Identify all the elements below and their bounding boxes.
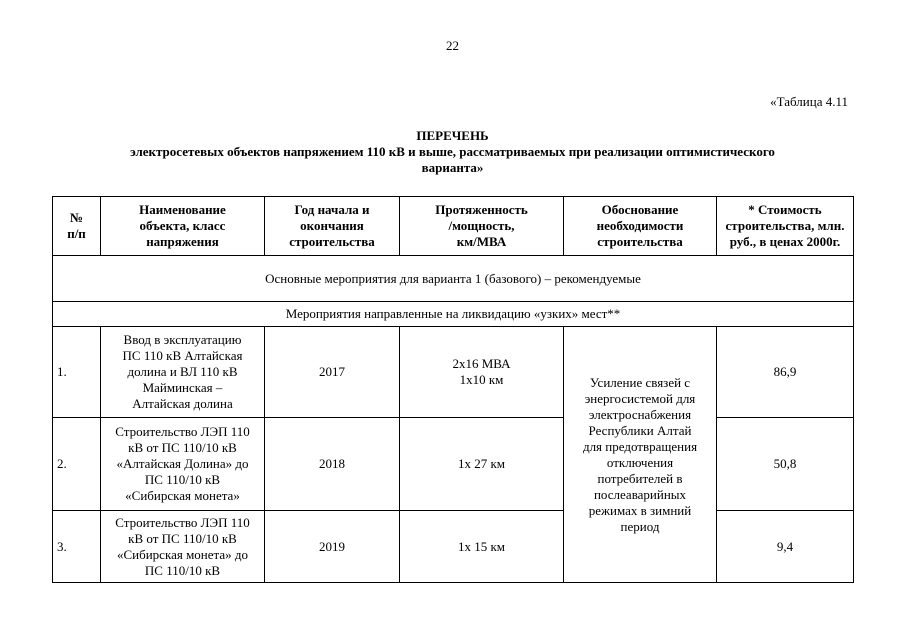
row-year: 2018	[265, 418, 400, 511]
header-length	[400, 197, 564, 256]
row-cost: 9,4	[717, 511, 854, 583]
row-name: Строительство ЛЭП 110 кВ от ПС 110/10 кВ «Сибирская монета» до ПС 110/10 кВ	[101, 511, 265, 583]
heading-title: ПЕРЕЧЕНЬ	[416, 128, 489, 143]
header-name	[101, 197, 265, 256]
header-year	[265, 197, 400, 256]
header-year-text: Год начала и окончания строительства	[289, 202, 375, 249]
row-year: 2017	[265, 327, 400, 418]
row-length: 1х 15 км	[400, 511, 564, 583]
table-row	[53, 418, 854, 511]
header-cost	[717, 197, 854, 256]
row-justification: Усиление связей с энергосистемой для электроснабжения Республики Алтай для предотвращения отключения потребителей в послеаварийных режимах в зимний период	[564, 327, 717, 583]
heading-subtitle-line-2: варианта»	[421, 160, 484, 175]
row-year: 2019	[265, 511, 400, 583]
row-cost: 50,8	[717, 418, 854, 511]
row-name: Ввод в эксплуатацию ПС 110 кВ Алтайская долина и ВЛ 110 кВ Майминская – Алтайская долина	[101, 327, 265, 418]
row-number: 3.	[53, 511, 101, 583]
header-number	[53, 197, 101, 256]
table-row	[53, 327, 854, 418]
header-justification-text: Обоснование необходимости строительства	[596, 202, 684, 249]
header-cost-text: * Стоимость строительства, млн. руб., в ценах 2000г.	[725, 202, 845, 249]
section-main-label: Основные мероприятия для варианта 1 (базового) – рекомендуемые	[53, 256, 854, 302]
table-reference: «Таблица 4.11	[770, 94, 848, 109]
header-justification	[564, 197, 717, 256]
section-bottlenecks-label: Мероприятия направленные на ликвидацию «узких» мест**	[53, 302, 854, 327]
header-number-text: № п/п	[67, 210, 86, 241]
table-header-row	[53, 197, 854, 256]
heading-subtitle-line-1: электросетевых объектов напряжением 110 кВ и выше, рассматриваемых при реализации оптимистического	[130, 144, 775, 159]
table-row	[53, 511, 854, 583]
header-length-text: Протяженность /мощность, км/МВА	[435, 202, 528, 249]
page-number: 22	[446, 38, 459, 53]
row-number: 1.	[53, 327, 101, 418]
row-number: 2.	[53, 418, 101, 511]
row-length: 2х16 МВА 1х10 км	[400, 327, 564, 418]
row-length: 1х 27 км	[400, 418, 564, 511]
table-heading	[40, 128, 865, 176]
section-row-bottlenecks	[53, 302, 854, 327]
header-name-text: Наименование объекта, класс напряжения	[139, 202, 226, 249]
section-row-main	[53, 256, 854, 302]
row-name: Строительство ЛЭП 110 кВ от ПС 110/10 кВ «Алтайская Долина» до ПС 110/10 кВ «Сибирская монета»	[101, 418, 265, 511]
projects-table	[52, 196, 854, 583]
row-cost: 86,9	[717, 327, 854, 418]
